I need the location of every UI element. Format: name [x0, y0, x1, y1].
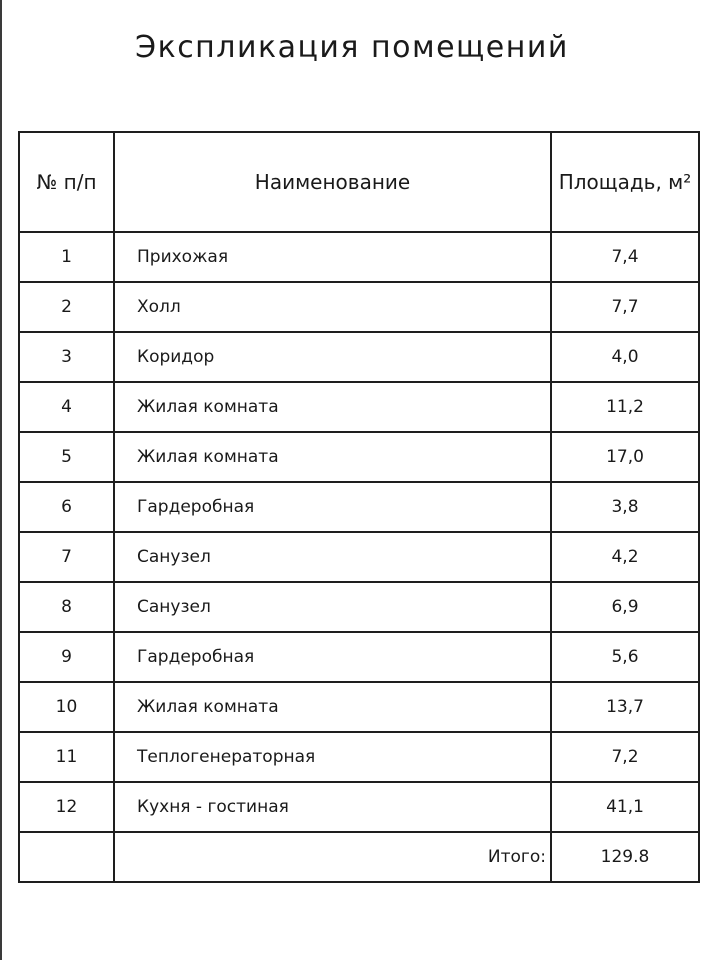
table-row — [19, 632, 699, 682]
header-name: Наименование — [114, 132, 551, 232]
table-row — [19, 782, 699, 832]
row-number: 3 — [19, 332, 114, 382]
table-header-row — [19, 132, 699, 232]
row-number: 12 — [19, 782, 114, 832]
row-name: Гардеробная — [114, 482, 551, 532]
table-row — [19, 432, 699, 482]
row-area: 17,0 — [551, 432, 699, 482]
table-row — [19, 382, 699, 432]
row-area: 7,7 — [551, 282, 699, 332]
row-name: Жилая комната — [114, 432, 551, 482]
header-area: Площадь, м² — [551, 132, 699, 232]
row-area: 4,0 — [551, 332, 699, 382]
row-number: 4 — [19, 382, 114, 432]
page-edge-line — [0, 0, 2, 960]
row-name: Коридор — [114, 332, 551, 382]
document-title: Экспликация помещений — [135, 30, 569, 65]
row-number: 7 — [19, 532, 114, 582]
row-name: Прихожая — [114, 232, 551, 282]
table-row — [19, 532, 699, 582]
row-area: 7,4 — [551, 232, 699, 282]
row-number: 1 — [19, 232, 114, 282]
table-row — [19, 282, 699, 332]
table-row — [19, 232, 699, 282]
room-explication-table — [18, 131, 700, 883]
row-number: 5 — [19, 432, 114, 482]
row-area: 3,8 — [551, 482, 699, 532]
total-empty-cell — [19, 832, 114, 882]
total-row — [19, 832, 699, 882]
row-area: 13,7 — [551, 682, 699, 732]
row-area: 4,2 — [551, 532, 699, 582]
row-number: 11 — [19, 732, 114, 782]
table-row — [19, 332, 699, 382]
total-label: Итого: — [114, 832, 551, 882]
row-name: Теплогенераторная — [114, 732, 551, 782]
row-area: 11,2 — [551, 382, 699, 432]
row-area: 41,1 — [551, 782, 699, 832]
row-name: Гардеробная — [114, 632, 551, 682]
row-area: 6,9 — [551, 582, 699, 632]
row-number: 9 — [19, 632, 114, 682]
table-row — [19, 682, 699, 732]
row-name: Жилая комната — [114, 682, 551, 732]
row-number: 8 — [19, 582, 114, 632]
row-name: Холл — [114, 282, 551, 332]
row-area: 7,2 — [551, 732, 699, 782]
row-name: Санузел — [114, 532, 551, 582]
row-number: 2 — [19, 282, 114, 332]
row-area: 5,6 — [551, 632, 699, 682]
total-value: 129.8 — [551, 832, 699, 882]
table-row — [19, 582, 699, 632]
row-name: Санузел — [114, 582, 551, 632]
row-name: Кухня - гостиная — [114, 782, 551, 832]
table-row — [19, 482, 699, 532]
row-number: 6 — [19, 482, 114, 532]
header-number: № п/п — [19, 132, 114, 232]
row-name: Жилая комната — [114, 382, 551, 432]
table-row — [19, 732, 699, 782]
row-number: 10 — [19, 682, 114, 732]
